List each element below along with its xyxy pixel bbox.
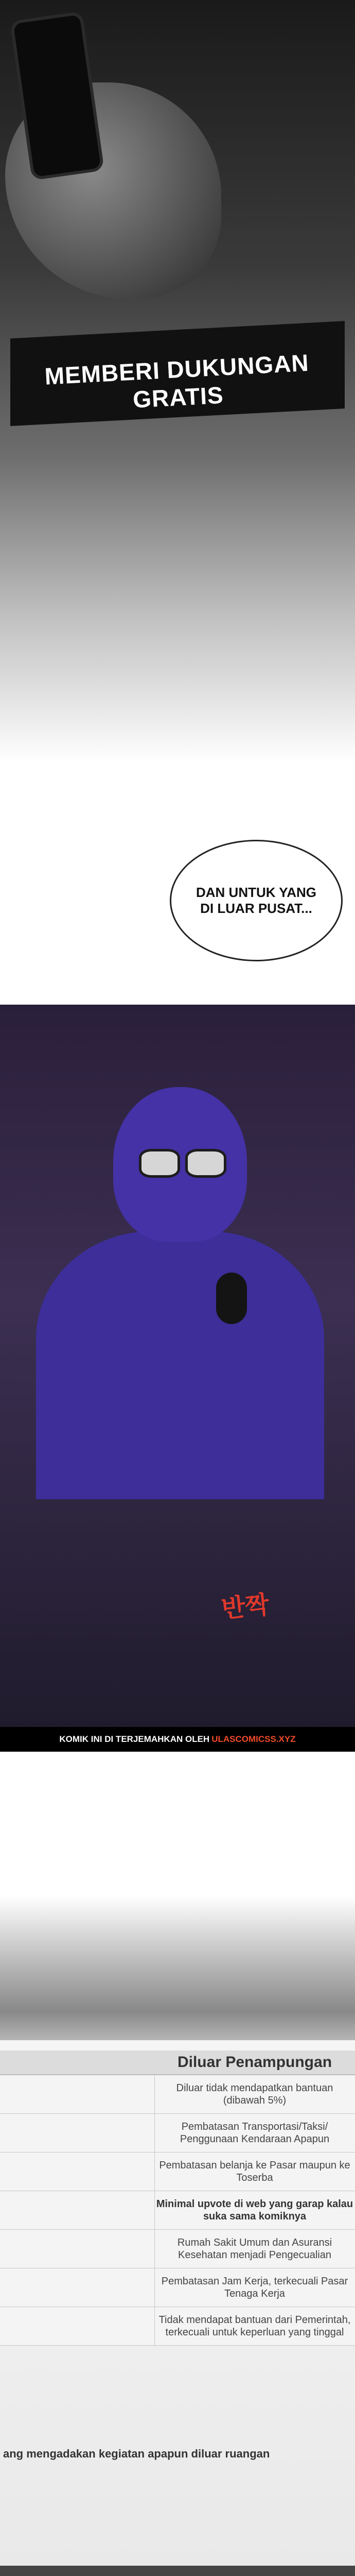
speech-bubble — [170, 840, 343, 961]
table-left-cell — [0, 2191, 155, 2229]
table-cell: Minimal upvote di web yang garap kalau suka sama komiknya — [156, 2198, 353, 2222]
table-left-cell — [0, 2230, 155, 2268]
credit-text: KOMIK INI DI TERJEMAHKAN OLEH — [59, 1734, 210, 1744]
restriction-table — [0, 2050, 355, 2346]
table-header — [0, 2050, 355, 2075]
credit-link[interactable]: ULASCOMICSS.XYZ — [211, 1734, 296, 1744]
caption-text: MEMBERI DUKUNGAN GRATIS — [44, 349, 310, 413]
table-left-cell — [0, 2268, 155, 2307]
table-left-cell — [0, 2307, 155, 2345]
goggle-right-icon — [185, 1149, 226, 1178]
table-row — [0, 2191, 355, 2230]
masked-man-head — [113, 1087, 247, 1242]
table-left-cell — [0, 2075, 155, 2113]
table-row — [0, 2307, 355, 2346]
speech-bubble-text: DAN UNTUK YANG DI LUAR PUSAT... — [196, 885, 317, 916]
table-cell: Rumah Sakit Umum dan Asuransi Kesehatan menjadi Pengecualian — [177, 2237, 332, 2261]
table-footer: ang mengadakan kegiatan apapun diluar ruangan — [3, 2447, 270, 2460]
table-cell: Pembatasan Jam Kerja, terkecuali Pasar Tenaga Kerja — [161, 2276, 348, 2299]
table-row — [0, 2114, 355, 2153]
column-title: Diluar Penampungan — [177, 2054, 332, 2071]
table-cell: Pembatasan Transportasi/Taksi/ Penggunaan Kendaraan Apapun — [180, 2121, 330, 2145]
gradient-fade — [0, 1896, 355, 2040]
panel-raised-hand — [0, 2566, 355, 2576]
panel-masked-man — [0, 762, 355, 1896]
table-cell: Diluar tidak mendapatkan bantuan (dibawah 5%) — [176, 2082, 333, 2106]
panel-table — [0, 1896, 355, 2566]
table-row — [0, 2075, 355, 2114]
table-row — [0, 2153, 355, 2191]
table-body — [0, 2075, 355, 2346]
raised-hand-scene — [0, 2566, 355, 2576]
microphone-icon — [216, 1273, 247, 1324]
table-cell: Tidak mendapat bantuan dari Pemerintah, terkecuali untuk keperluan yang tinggal — [158, 2314, 351, 2338]
table-left-cell — [0, 2114, 155, 2152]
table-left-cell — [0, 2153, 155, 2191]
goggle-left-icon — [139, 1149, 180, 1178]
masked-man-scene — [0, 1005, 355, 1752]
sound-effect: 반짝 — [220, 1591, 271, 1623]
table-cell: Pembatasan belanja ke Pasar maupun ke Toserba — [159, 2160, 350, 2183]
table-row — [0, 2268, 355, 2307]
masked-man-body — [36, 1231, 324, 1499]
table-row — [0, 2230, 355, 2268]
credit-bar — [0, 1727, 355, 1752]
panel-phone — [0, 0, 355, 762]
